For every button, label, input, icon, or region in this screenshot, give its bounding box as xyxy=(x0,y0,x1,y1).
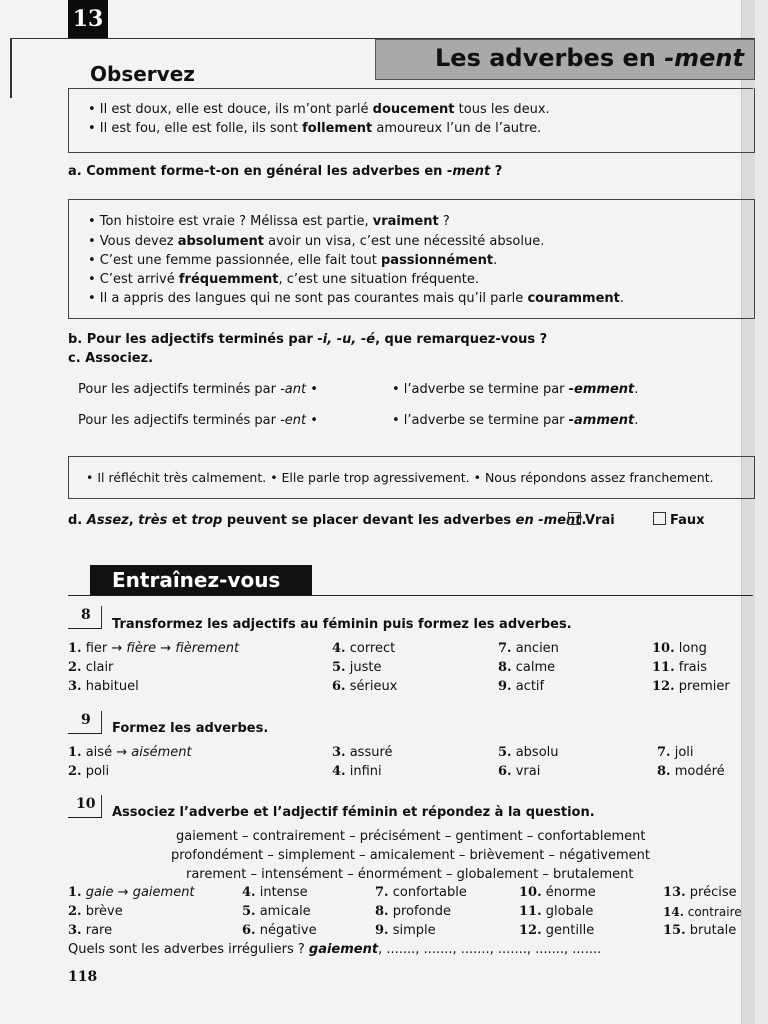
question-c: c. Associez. xyxy=(68,351,154,366)
exercise-bar xyxy=(101,606,102,628)
box2-line: • Il a appris des langues qui ne sont pas courantes mais qu’il parle couramment. xyxy=(88,291,625,306)
box3-text: • Il réfléchit très calmement. • Elle parle trop agressivement. • Nous répondons assez franchement. xyxy=(86,470,714,485)
box2-line: • Vous devez absolument avoir un visa, c’est une nécessité absolue. xyxy=(88,234,545,249)
question-a: a. Comment forme-t-on en général les adverbes en -ment ? xyxy=(68,164,503,179)
question-b: b. Pour les adjectifs terminés par -i, -u, -é, que remarquez-vous ? xyxy=(68,332,548,347)
exercise-9-number: 9 xyxy=(81,712,91,728)
ex8-item: 8. calme xyxy=(498,660,556,675)
observez-heading: Observez xyxy=(90,62,195,86)
ex10-question: Quels sont les adverbes irréguliers ? gaiement, ......., ......., ......., ......., ......., ....... xyxy=(68,942,602,957)
ex10-item: 1. gaie → gaiement xyxy=(68,885,195,900)
ex8-item: 4. correct xyxy=(332,641,396,656)
ex9-item: 5. absolu xyxy=(498,745,559,760)
exercise-8-number: 8 xyxy=(81,607,91,623)
exercise-rule xyxy=(68,817,102,818)
assoc-right-item[interactable]: • l’adverbe se termine par -amment. xyxy=(392,413,639,428)
ex10-item: 4. intense xyxy=(242,885,308,900)
ex9-item: 2. poli xyxy=(68,764,110,779)
checkbox-icon xyxy=(568,512,581,525)
ex9-item: 1. aisé → aisément xyxy=(68,745,192,760)
exercise-bar xyxy=(101,711,102,733)
ex8-item: 5. juste xyxy=(332,660,382,675)
exercise-rule xyxy=(68,733,102,734)
ex10-item: 6. négative xyxy=(242,923,317,938)
ex8-item: 10. long xyxy=(652,641,707,656)
assoc-right-item[interactable]: • l’adverbe se termine par -emment. xyxy=(392,382,639,397)
section-rule xyxy=(68,595,753,596)
box1-line: • Il est fou, elle est folle, ils sont follement amoureux l’un de l’autre. xyxy=(88,121,542,136)
exercise-bar xyxy=(101,795,102,817)
exercise-8-instruction: Transformez les adjectifs au féminin puis formez les adverbes. xyxy=(112,617,572,632)
ex9-item: 7. joli xyxy=(657,745,694,760)
ex9-item: 6. vrai xyxy=(498,764,541,779)
ex8-item: 2. clair xyxy=(68,660,114,675)
assoc-left-item: Pour les adjectifs terminés par -ent • xyxy=(78,413,318,428)
ex10-item: 3. rare xyxy=(68,923,113,938)
page-number: 118 xyxy=(68,969,98,985)
left-margin-bar xyxy=(10,38,12,98)
ex9-item: 3. assuré xyxy=(332,745,393,760)
ex9-item: 4. infini xyxy=(332,764,382,779)
ex8-item: 1. fier → fière → fièrement xyxy=(68,641,240,656)
ex10-item: 14. contraire xyxy=(663,905,742,919)
ex10-item: 5. amicale xyxy=(242,904,311,919)
box2-line: • C’est arrivé fréquemment, c’est une situation fréquente. xyxy=(88,272,479,287)
ex10-item: 12. gentille xyxy=(519,923,595,938)
entrainez-heading: Entraînez-vous xyxy=(90,565,312,595)
exercise-rule xyxy=(68,628,102,629)
vrai-checkbox[interactable]: Vrai xyxy=(568,512,615,530)
chapter-title-box xyxy=(375,39,755,80)
adverb-list-line: rarement – intensément – énormément – globalement – brutalement xyxy=(186,867,634,882)
faux-checkbox[interactable]: Faux xyxy=(653,512,705,530)
checkbox-icon xyxy=(653,512,666,525)
chapter-number: 13 xyxy=(68,0,108,38)
adverb-list-line: profondément – simplement – amicalement – brièvement – négativement xyxy=(171,848,650,863)
box2-line: • Ton histoire est vraie ? Mélissa est partie, vraiment ? xyxy=(88,214,450,229)
box2-line: • C’est une femme passionnée, elle fait tout passionnément. xyxy=(88,253,498,268)
box1-line: • Il est doux, elle est douce, ils m’ont parlé doucement tous les deux. xyxy=(88,102,550,117)
adverb-list-line: gaiement – contrairement – précisément – gentiment – confortablement xyxy=(176,829,646,844)
page-edge xyxy=(741,0,755,1024)
assoc-left-item: Pour les adjectifs terminés par -ant • xyxy=(78,382,318,397)
ex10-item: 9. simple xyxy=(375,923,436,938)
ex10-item: 10. énorme xyxy=(519,885,596,900)
ex10-item: 2. brève xyxy=(68,904,123,919)
ex10-item: 15. brutale xyxy=(663,923,737,938)
ex8-item: 7. ancien xyxy=(498,641,559,656)
ex8-item: 11. frais xyxy=(652,660,708,675)
question-d: d. Assez, très et trop peuvent se placer devant les adverbes en -ment. xyxy=(68,513,587,528)
ex8-item: 9. actif xyxy=(498,679,545,694)
ex8-item: 3. habituel xyxy=(68,679,139,694)
ex10-item: 13. précise xyxy=(663,885,737,900)
exercise-9-instruction: Formez les adverbes. xyxy=(112,721,269,736)
ex10-item: 11. globale xyxy=(519,904,594,919)
exercise-10-number: 10 xyxy=(76,796,96,812)
ex10-item: 7. confortable xyxy=(375,885,467,900)
ex8-item: 6. sérieux xyxy=(332,679,398,694)
exercise-10-instruction: Associez l’adverbe et l’adjectif féminin et répondez à la question. xyxy=(112,805,595,820)
chapter-title: Les adverbes en -ment xyxy=(435,44,744,72)
ex9-item: 8. modéré xyxy=(657,764,725,779)
ex10-item: 8. profonde xyxy=(375,904,452,919)
ex8-item: 12. premier xyxy=(652,679,730,694)
